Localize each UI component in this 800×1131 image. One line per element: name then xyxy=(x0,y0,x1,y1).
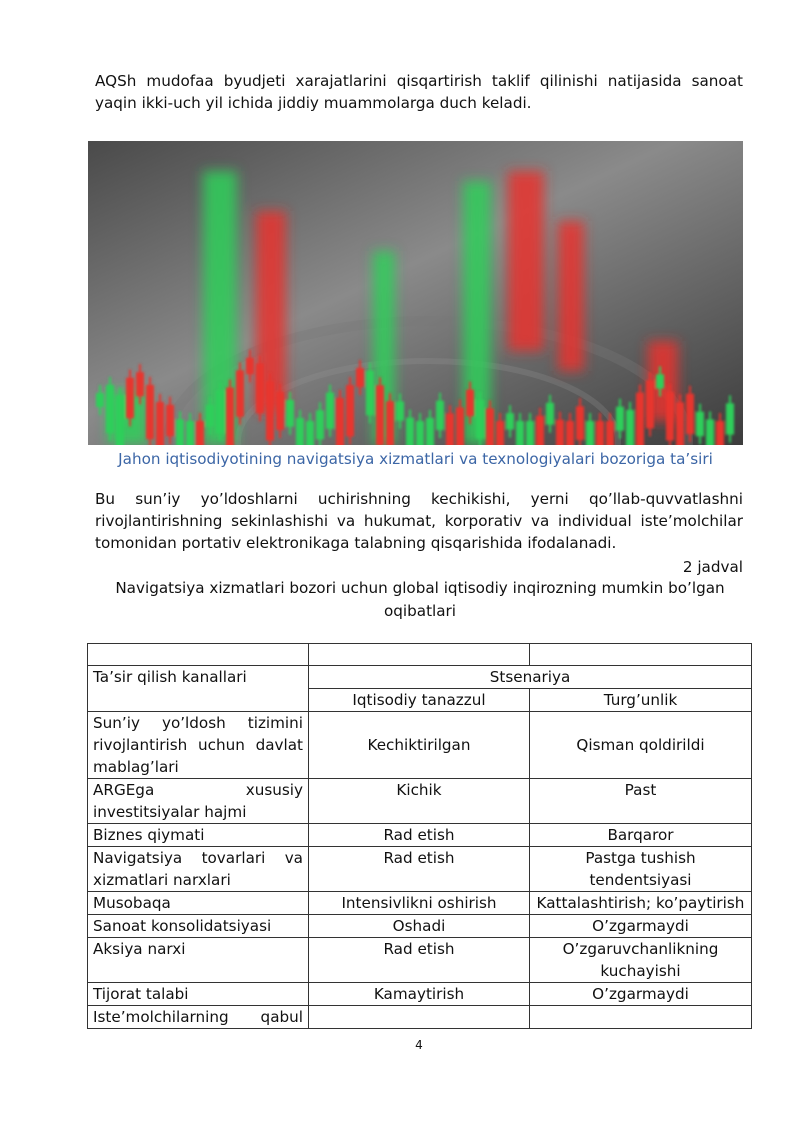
photo-candle-body xyxy=(216,390,224,433)
photo-candle-body xyxy=(726,403,734,434)
table-title: Navigatsiya xizmatlari bozori uchun global iqtisodiy inqirozning mumkin bo’lgan oqibatlari xyxy=(115,579,725,620)
table-number: 2 jadval xyxy=(682,558,743,576)
row-scenario-2: Barqaror xyxy=(530,824,752,847)
photo-candle-body xyxy=(96,393,104,407)
photo-candle-body xyxy=(586,421,594,445)
row-scenario-1: Kichik xyxy=(309,779,530,824)
photo-candle-body xyxy=(186,421,194,445)
photo-candle-body xyxy=(276,392,284,430)
photo-candle-body xyxy=(226,387,234,445)
photo-candle-body xyxy=(646,380,654,428)
row-channel: Tijorat talabi xyxy=(88,983,309,1006)
photo-candle-body xyxy=(566,421,574,445)
photo-glow-bar xyxy=(558,221,584,371)
row-scenario-2: O’zgaruvchanlikning kuchayishi xyxy=(530,938,752,983)
photo-candle-body xyxy=(556,420,564,445)
table-row xyxy=(88,779,752,824)
table-row xyxy=(88,938,752,983)
row-channel: Sun’iy yo’ldosh tizimini rivojlantirish uchun davlat mablag’lari xyxy=(88,712,309,779)
photo-candle-body xyxy=(336,398,344,445)
photo-candle-body xyxy=(596,421,604,445)
photo-candle-body xyxy=(306,421,314,445)
photo-candle-body xyxy=(126,378,134,419)
header-scenario-2: Turg’unlik xyxy=(530,689,752,712)
consequences-table xyxy=(87,643,752,1029)
photo-candle-body xyxy=(576,406,584,440)
photo-candle-body xyxy=(526,421,534,445)
photo-candle-body xyxy=(436,401,444,430)
row-scenario-2: Qisman qoldirildi xyxy=(530,712,752,779)
row-scenario-1: Rad etish xyxy=(309,847,530,892)
photo-candle-body xyxy=(656,374,664,388)
photo-candle-body xyxy=(696,412,704,436)
photo-candle-body xyxy=(516,421,524,445)
photo-candle-body xyxy=(256,363,264,413)
photo-candle-body xyxy=(496,421,504,445)
photo-candle-body xyxy=(486,408,494,445)
photo-candle-body xyxy=(666,392,674,440)
row-scenario-1: Rad etish xyxy=(309,824,530,847)
row-scenario-1: Kamaytirish xyxy=(309,983,530,1006)
row-scenario-2: Pastga tushish tendentsiyasi xyxy=(530,847,752,892)
photo-candle-body xyxy=(716,421,724,445)
row-scenario-1: Intensivlikni oshirish xyxy=(309,892,530,915)
photo-candle-body xyxy=(156,402,164,445)
photo-candle-body xyxy=(166,405,174,437)
photo-candle-body xyxy=(346,385,354,436)
market-chart-photo xyxy=(88,141,743,445)
photo-candle-body xyxy=(376,385,384,445)
photo-candle-body xyxy=(136,372,144,396)
photo-candle-body xyxy=(406,418,414,445)
photo-candle-body xyxy=(176,419,184,445)
table-row xyxy=(88,847,752,892)
row-channel: ARGEga xususiy investitsiyalar hajmi xyxy=(88,779,309,824)
header-scenario: Stsenariya xyxy=(309,666,752,689)
photo-candle-body xyxy=(266,381,274,440)
photo-candle-body xyxy=(116,395,124,445)
photo-candle-body xyxy=(466,390,474,417)
photo-candle-body xyxy=(546,403,554,425)
row-scenario-1: Rad etish xyxy=(309,938,530,983)
body-paragraph: Bu sun’iy yo’ldoshlarni uchirishning kechikishi, yerni qo’llab-quvvatlashni rivojlantirishning sekinlashishi va hukumat, korporativ va individual iste’molchilar tomonidan portativ elektronikaga talabning qisqarishida ifodalanadi. xyxy=(95,490,743,552)
row-scenario-1 xyxy=(309,1006,530,1029)
photo-candle-body xyxy=(106,385,114,433)
row-scenario-2: Kattalashtirish; ko’paytirish xyxy=(530,892,752,915)
photo-candle-body xyxy=(356,368,364,387)
photo-candle-body xyxy=(476,400,484,439)
photo-candle-body xyxy=(686,394,694,434)
photo-candle-body xyxy=(396,401,404,420)
photo-glow-bar xyxy=(508,171,544,351)
photo-candle-body xyxy=(146,385,154,439)
photo-candle-body xyxy=(196,421,204,445)
photo-candle-body xyxy=(676,402,684,445)
table-empty-top-row xyxy=(88,644,752,666)
photo-candle-body xyxy=(606,421,614,445)
row-channel: Biznes qiymati xyxy=(88,824,309,847)
row-scenario-2: Past xyxy=(530,779,752,824)
row-scenario-2 xyxy=(530,1006,752,1029)
photo-candle-body xyxy=(506,413,514,429)
photo-candle-body xyxy=(446,413,454,445)
photo-candle-body xyxy=(366,371,374,416)
photo-candle-body xyxy=(236,370,244,416)
photo-candle-body xyxy=(456,407,464,445)
intro-paragraph: AQSh mudofaa byudjeti xarajatlarini qisqartirish taklif qilinishi natijasida sanoat yaqin ikki-uch yil ichida jiddiy muammolarga duch keladi. xyxy=(95,72,743,112)
photo-candle-body xyxy=(326,393,334,429)
photo-candle-body xyxy=(386,401,394,445)
row-scenario-2: O’zgarmaydi xyxy=(530,915,752,938)
row-channel: Iste’molchilarning qabul xyxy=(88,1006,309,1029)
row-scenario-1: Kechiktirilgan xyxy=(309,712,530,779)
photo-candle-body xyxy=(536,416,544,445)
photo-candle-body xyxy=(626,410,634,445)
row-channel: Navigatsiya tovarlari va xizmatlari narxlari xyxy=(88,847,309,892)
row-channel: Aksiya narxi xyxy=(88,938,309,983)
photo-candle-body xyxy=(316,410,324,439)
photo-candle-body xyxy=(636,393,644,445)
photo-candle-body xyxy=(246,358,254,375)
table-row xyxy=(88,915,752,938)
page-number: 4 xyxy=(415,1038,423,1052)
photo-candle-body xyxy=(296,418,304,445)
header-scenario-1: Iqtisodiy tanazzul xyxy=(309,689,530,712)
table-row xyxy=(88,1006,752,1029)
row-scenario-2: O’zgarmaydi xyxy=(530,983,752,1006)
photo-candle-body xyxy=(286,400,294,427)
row-channel: Sanoat konsolidatsiyasi xyxy=(88,915,309,938)
photo-candle-body xyxy=(206,405,214,427)
header-channel: Ta’sir qilish kanallari xyxy=(88,666,309,712)
row-scenario-1: Oshadi xyxy=(309,915,530,938)
figure-caption: Jahon iqtisodiyotining navigatsiya xizmatlari va texnologiyalari bozoriga ta’siri xyxy=(118,450,713,468)
table-row xyxy=(88,983,752,1006)
photo-candle-body xyxy=(426,418,434,445)
table-row xyxy=(88,892,752,915)
row-channel: Musobaqa xyxy=(88,892,309,915)
photo-candle-body xyxy=(416,421,424,445)
table-row xyxy=(88,712,752,779)
photo-candle-body xyxy=(706,419,714,445)
photo-candle-body xyxy=(616,407,624,431)
table-row xyxy=(88,824,752,847)
